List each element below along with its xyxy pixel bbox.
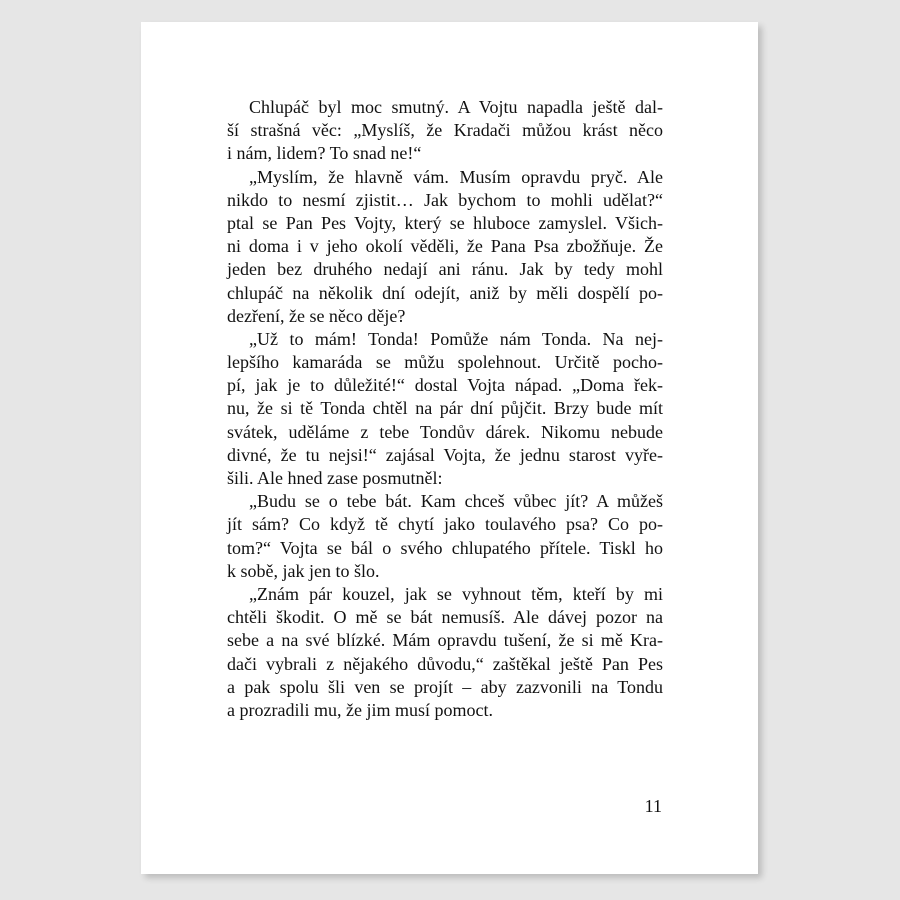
- text-line: k sobě, jak jen to šlo.: [227, 560, 380, 581]
- text-line: tom?“ Vojta se bál o svého chlupatého přítele. Tiskl ho: [227, 537, 663, 558]
- text-line: divné, že tu nejsi!“ zajásal Vojta, že jednu starost vyře-: [227, 444, 663, 465]
- paragraph: [227, 490, 663, 583]
- text-line: jeden bez druhého nedají ani ránu. Jak by tedy mohl: [227, 259, 663, 280]
- text-line: nu, že si tě Tonda chtěl na pár dní půjčit. Brzy bude mít: [227, 398, 663, 419]
- paragraph: [227, 583, 663, 722]
- text-line: „Budu se o tebe bát. Kam chceš vůbec jít? A můžeš: [249, 491, 663, 512]
- text-line: dači vybrali z nějakého důvodu,“ zaštěkal ještě Pan Pes: [227, 653, 663, 674]
- text-line: pí, jak je to důležité!“ dostal Vojta nápad. „Doma řek-: [227, 375, 663, 396]
- paragraph: [227, 328, 663, 490]
- text-line: a pak spolu šli ven se projít – aby zazvonili na Tondu: [227, 676, 663, 697]
- page-number: 11: [644, 796, 662, 816]
- text-line: ni doma i v jeho okolí věděli, že Pana Psa zbožňuje. Že: [227, 236, 663, 257]
- text-line: dezření, že se něco děje?: [227, 305, 406, 326]
- paragraph: [227, 96, 663, 166]
- text-line: nikdo to nesmí zjistit… Jak bychom to mohli udělat?“: [227, 189, 663, 210]
- text-line: „Myslím, že hlavně vám. Musím opravdu pryč. Ale: [249, 166, 663, 187]
- text-line: sebe a na své blízké. Mám opravdu tušení, že si mě Kra-: [227, 630, 663, 651]
- text-line: a prozradili mu, že jim musí pomoct.: [227, 699, 493, 720]
- text-line: svátek, uděláme z tebe Tondův dárek. Nikomu nebude: [227, 421, 663, 442]
- text-line: i nám, lidem? To snad ne!“: [227, 143, 422, 164]
- text-line: ptal se Pan Pes Vojty, který se hluboce zamyslel. Všich-: [227, 212, 663, 233]
- text-line: chlupáč na několik dní odejít, aniž by měli dospělí po-: [227, 282, 663, 303]
- text-line: chtěli škodit. O mě se bát nemusíš. Ale dávej pozor na: [227, 607, 663, 628]
- text-line: „Znám pár kouzel, jak se vyhnout těm, kteří by mi: [249, 583, 663, 604]
- text-line: lepšího kamaráda se můžu spolehnout. Určitě pocho-: [227, 352, 663, 373]
- text-line: ší strašná věc: „Myslíš, že Kradači můžou krást něco: [227, 120, 663, 141]
- text-line: Chlupáč byl moc smutný. A Vojtu napadla ještě dal-: [249, 97, 663, 117]
- body-text: [227, 96, 663, 722]
- text-line: „Už to mám! Tonda! Pomůže nám Tonda. Na nej-: [249, 328, 663, 349]
- book-page: [141, 22, 758, 874]
- text-line: šili. Ale hned zase posmutněl:: [227, 468, 443, 488]
- text-line: jít sám? Co když tě chytí jako toulavého psa? Co po-: [227, 514, 663, 535]
- paragraph: [227, 166, 663, 328]
